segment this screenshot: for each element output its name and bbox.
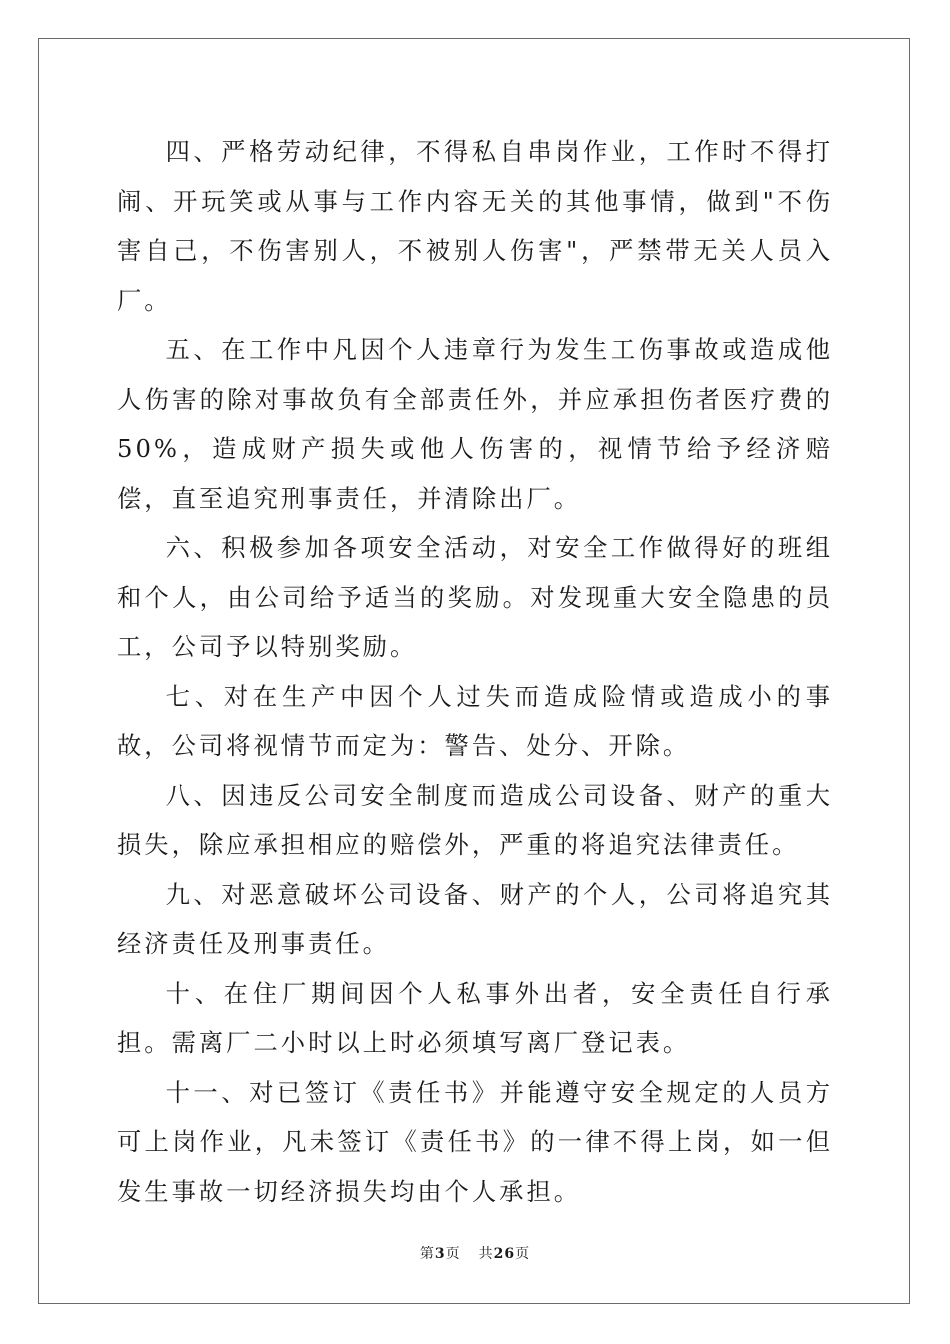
paragraph-item-9: 九、对恶意破坏公司设备、财产的个人，公司将追究其经济责任及刑事责任。 xyxy=(117,879,833,958)
paragraph-item-11: 十一、对已签订《责任书》并能遵守安全规定的人员方可上岗作业，凡未签订《责任书》的一律不得上岗，如一但发生事故一切经济损失均由个人承担。 xyxy=(117,1077,833,1206)
paragraph-item-10: 十、在住厂期间因个人私事外出者，安全责任自行承担。需离厂二小时以上时必须填写离厂登记表。 xyxy=(117,978,833,1057)
paragraph-item-4: 四、严格劳动纪律，不得私自串岗作业，工作时不得打闹、开玩笑或从事与工作内容无关的其他事情，做到"不伤害自己，不伤害别人，不被别人伤害"，严禁带无关人员入厂。 xyxy=(117,137,833,315)
total-pages: 26 xyxy=(493,1246,516,1262)
total-suffix: 页 xyxy=(515,1246,531,1262)
page-number: 3 xyxy=(434,1246,446,1262)
paragraph-item-6: 六、积极参加各项安全活动，对安全工作做得好的班组和个人，由公司给予适当的奖励。对发现重大安全隐患的员工，公司予以特别奖励。 xyxy=(117,533,833,661)
paragraph-item-5: 五、在工作中凡因个人违章行为发生工伤事故或造成他人伤害的除对事故负有全部责任外，并应承担伤者医疗费的50%，造成财产损失或他人伤害的，视情节给予经济赔偿，直至追究刑事责任，并清除出厂。 xyxy=(117,335,833,513)
page-footer xyxy=(0,1243,950,1263)
paragraph-item-8: 八、因违反公司安全制度而造成公司设备、财产的重大损失，除应承担相应的赔偿外，严重的将追究法律责任。 xyxy=(117,780,833,859)
document-body xyxy=(117,127,833,1216)
total-prefix: 共 xyxy=(478,1246,494,1262)
page-prefix: 第 xyxy=(419,1246,435,1262)
page-suffix: 页 xyxy=(445,1246,461,1262)
paragraph-item-7: 七、对在生产中因个人过失而造成险情或造成小的事故，公司将视情节而定为：警告、处分、开除。 xyxy=(117,681,833,760)
